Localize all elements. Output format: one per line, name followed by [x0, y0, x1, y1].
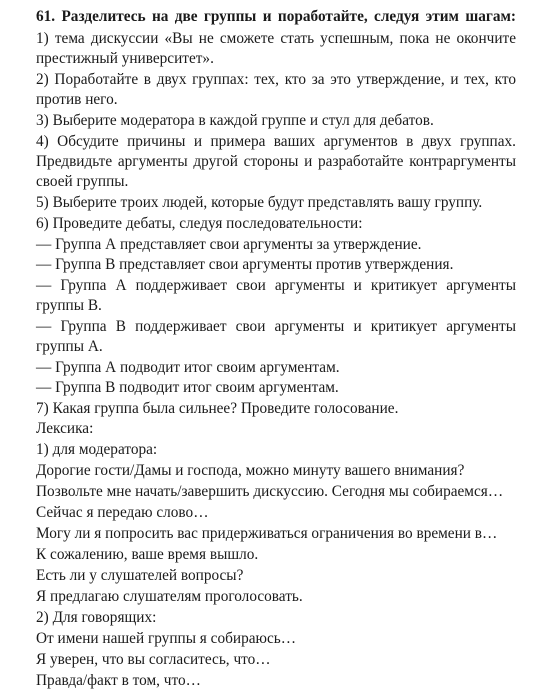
moderator-phrase: Позвольте мне начать/завершить дискуссию. Сегодня мы собираемся…: [36, 483, 504, 500]
speaker-phrase: Я уверен, что вы согласитесь, что…: [36, 651, 271, 668]
moderator-title: 1) для модератора:: [36, 441, 158, 458]
step-4-line-3: своей группы.: [36, 173, 129, 190]
step-3: 3) Выберите модератора в каждой группе и стул для дебатов.: [36, 112, 434, 129]
debate-item: — Группа В поддерживает свои аргументы и критикует аргументы: [36, 318, 516, 335]
step-5: 5) Выберите троих людей, которые будут представлять вашу группу.: [36, 194, 483, 211]
step-6: 6) Проведите дебаты, следуя последовательности:: [36, 215, 363, 232]
debate-item: — Группа В представляет свои аргументы против утверждения.: [36, 256, 454, 273]
step-2-line-2: против него.: [36, 91, 118, 108]
debate-item: — Группа А поддерживает свои аргументы и критикует аргументы: [36, 277, 516, 294]
debate-item-continued: группы А.: [36, 338, 103, 355]
debate-item: — Группа А подводит итог своим аргументам.: [36, 359, 340, 376]
speakers-title: 2) Для говорящих:: [36, 609, 157, 626]
moderator-phrase: Сейчас я передаю слово…: [36, 504, 209, 521]
speaker-phrase: Правда/факт в том, что…: [36, 672, 201, 689]
moderator-phrase: Есть ли у слушателей вопросы?: [36, 567, 244, 584]
step-4-line-2: Предвидьте аргументы другой стороны и разработайте контраргументы: [36, 153, 516, 170]
moderator-phrase: Могу ли я попросить вас придерживаться ограничения во времени в…: [36, 525, 498, 542]
debate-item: — Группа А представляет свои аргументы за утверждение.: [36, 236, 422, 253]
speaker-phrase: От имени нашей группы я собираюсь…: [36, 630, 297, 647]
step-1-line-1: 1) тема дискуссии «Вы не сможете стать успешным, пока не окончите: [36, 30, 516, 47]
debate-item-continued: группы В.: [36, 297, 102, 314]
debate-item: — Группа В подводит итог своим аргументам.: [36, 379, 339, 396]
moderator-phrase: К сожалению, ваше время вышло.: [36, 546, 259, 563]
vocab-title: Лексика:: [36, 420, 94, 437]
step-2-line-1: 2) Поработайте в двух группах: тех, кто за это утверждение, и тех, кто: [36, 71, 516, 88]
moderator-phrase: Я предлагаю слушателям проголосовать.: [36, 588, 303, 605]
step-4-line-1: 4) Обсудите причины и примера ваших аргументов в двух группах.: [36, 133, 516, 150]
exercise-heading: 61. Разделитесь на две группы и поработайте, следуя этим шагам:: [36, 8, 516, 25]
step-7: 7) Какая группа была сильнее? Проведите голосование.: [36, 400, 399, 417]
moderator-phrase: Дорогие гости/Дамы и господа, можно минуту вашего внимания?: [36, 462, 465, 479]
step-1-line-2: престижный университет».: [36, 50, 214, 67]
